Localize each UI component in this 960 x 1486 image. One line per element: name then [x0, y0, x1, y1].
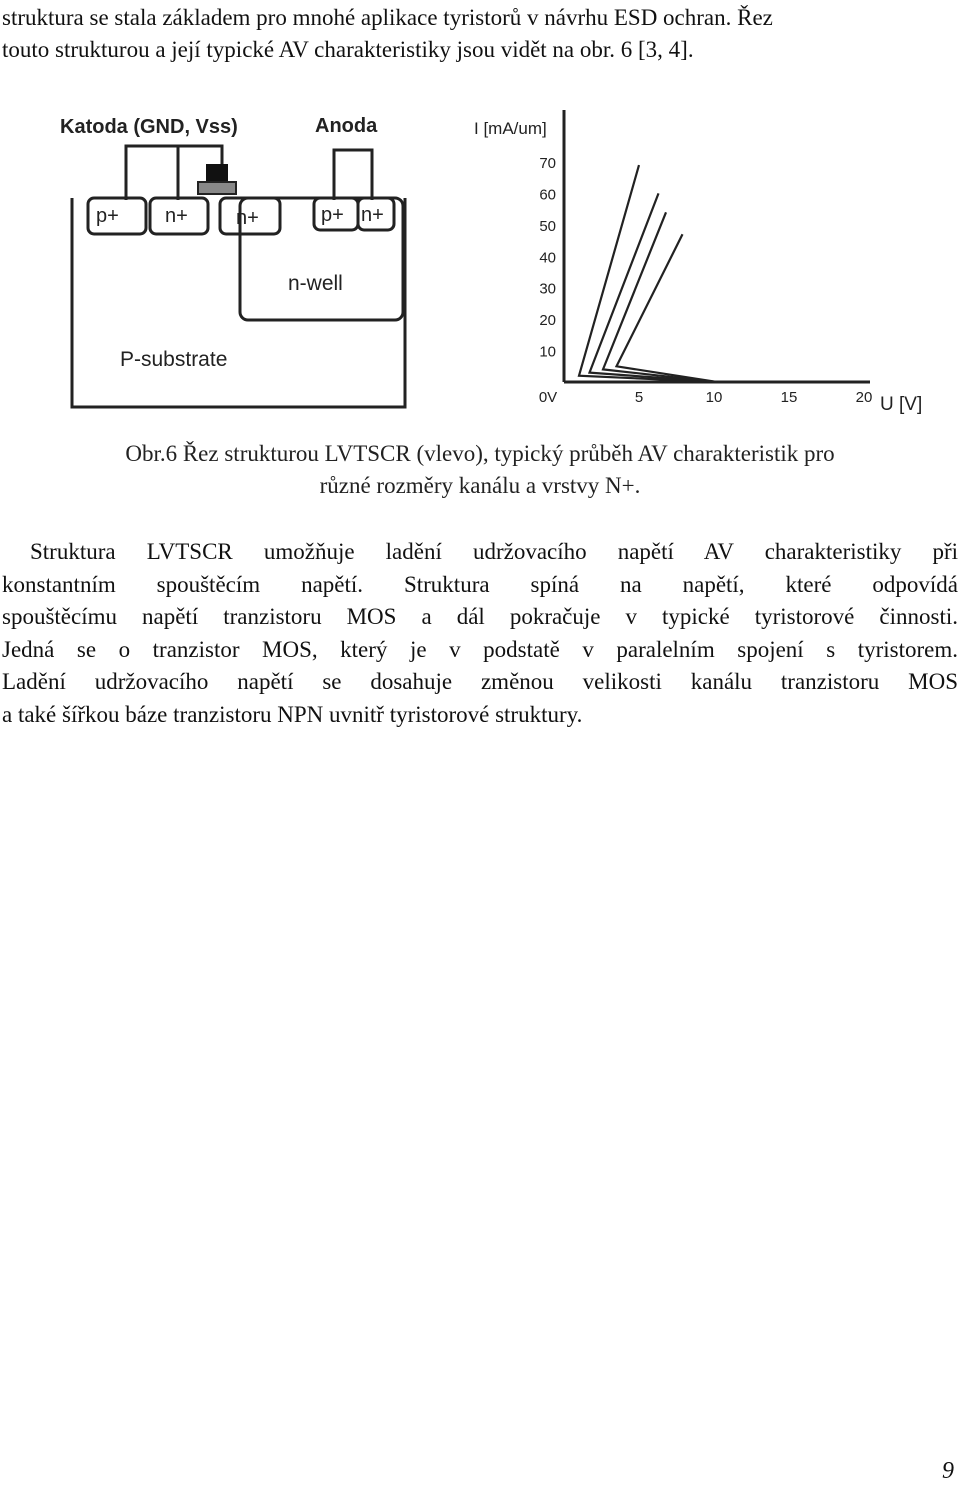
anode-contact-wire	[334, 150, 372, 200]
series-line	[579, 165, 717, 382]
nwell-label: n-well	[288, 272, 343, 295]
gate-oxide	[198, 182, 236, 194]
y-tick-labels	[539, 155, 556, 361]
x-tick-label: 15	[780, 389, 798, 406]
series-line	[603, 212, 717, 382]
page-number: 9	[942, 1458, 954, 1484]
body-line: Ladění udržovacího napětí se dosahuje změnou velikosti kanálu tranzistoru MOS	[2, 669, 958, 695]
x-tick-label: 20	[855, 389, 873, 406]
body-line: Struktura LVTSCR umožňuje ladění udržovacího napětí AV charakteristiky při	[30, 539, 958, 564]
x-tick-labels	[539, 389, 873, 406]
x-axis-title: U [V]	[880, 394, 923, 415]
intro-line: touto strukturou a její typické AV charakteristiky jsou vidět na obr. 6 [3, 4].	[2, 37, 694, 62]
series-line	[617, 234, 718, 382]
body-line: Jedná se o tranzistor MOS, který je v podstatě v paralelním spojení s tyristorem.	[2, 636, 958, 662]
y-tick-label: 30	[539, 280, 556, 298]
region-label: p+	[96, 205, 119, 227]
body-line: a také šířkou báze tranzistoru NPN uvnitř tyristorové struktury.	[2, 701, 583, 727]
region-label: p+	[321, 204, 344, 226]
y-axis-title: I [mA/um]	[474, 119, 547, 138]
y-tick-label: 50	[539, 217, 556, 235]
caption-line: Obr.6 Řez strukturou LVTSCR (vlevo), typický průběh AV charakteristik pro	[125, 441, 835, 466]
y-tick-label: 70	[539, 155, 556, 172]
region-label: n+	[236, 207, 259, 229]
x-tick-label: 10	[705, 389, 723, 406]
intro-paragraph	[2, 2, 958, 66]
cathode-label: Katoda (GND, Vss)	[60, 116, 238, 138]
figure-caption	[0, 438, 960, 502]
figure-6	[0, 100, 960, 420]
region-label: n+	[165, 205, 188, 227]
x-tick-label: 5	[634, 389, 644, 406]
y-tick-label: 20	[539, 312, 556, 330]
intro-line: struktura se stala základem pro mnohé aplikace tyristorů v návrhu ESD ochran. Řez	[2, 5, 773, 30]
region-label: n+	[361, 204, 384, 226]
y-tick-label: 40	[539, 249, 556, 267]
y-tick-label: 10	[539, 343, 556, 361]
lvtscr-structure-diagram	[60, 115, 405, 407]
av-characteristic-chart	[474, 110, 922, 415]
body-line: konstantním spouštěcím napětí. Struktura spíná na napětí, které odpovídá	[2, 571, 958, 597]
substrate-label: P-substrate	[120, 348, 228, 371]
body-line: spouštěcímu napětí tranzistoru MOS a dál pokračuje v typické tyristorové činnosti.	[2, 604, 958, 630]
anode-label: Anoda	[315, 115, 378, 137]
caption-line: různé rozměry kanálu a vrstvy N+.	[319, 473, 641, 498]
x-tick-label: 0V	[538, 389, 558, 406]
body-paragraph	[2, 536, 958, 732]
y-tick-label: 60	[539, 186, 556, 204]
series-lines	[579, 165, 717, 382]
